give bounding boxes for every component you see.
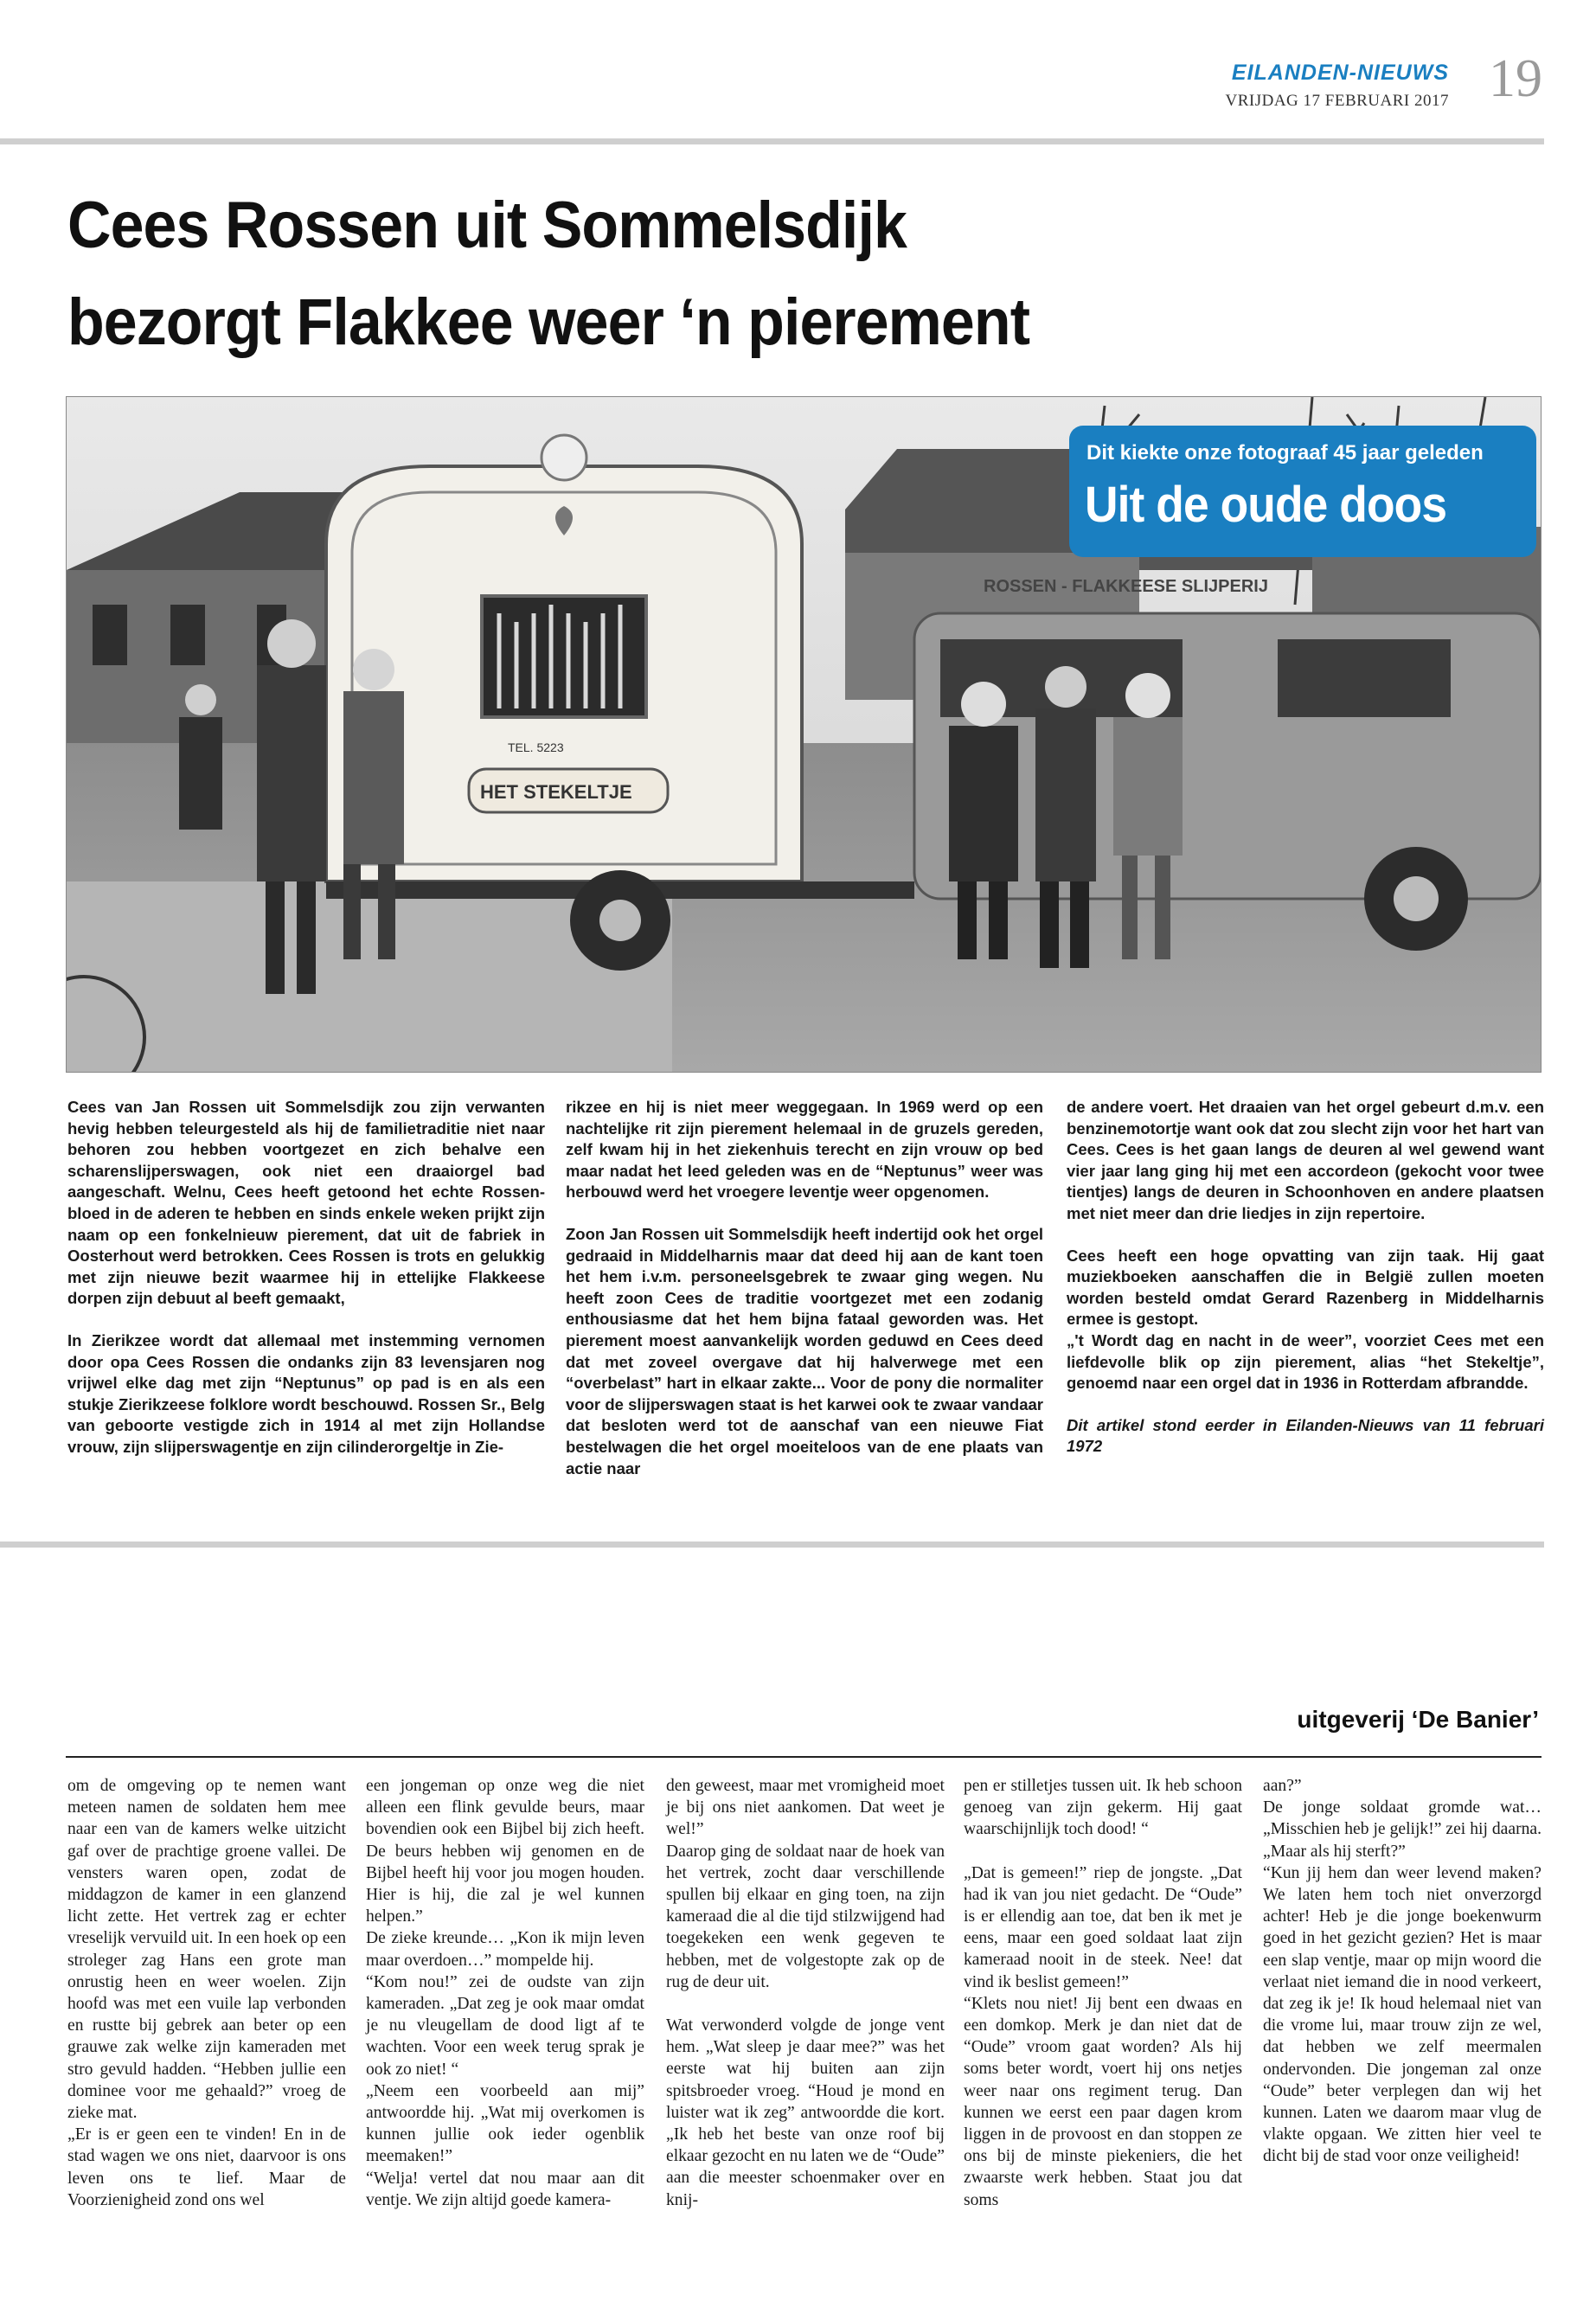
serial-paragraph: om de omgeving op te nemen want meteen namen de soldaten hem mee naar een van de kamers welke uitzicht gaf over de prachtige groene vallei. De vensters waren open, zodat de middagzon de kamer in een glanzend licht zette. Het vertrek zag er echter vreselijk vervuild uit. In een hoek op een stroleger zag Hans een grote man onrustig heen en weer woelen. Zijn hoofd was met een vuile lap verbonden en rustte bij gebrek aan beter op een grauwe zak welke zijn kameraden met stro gevuld hadden. “Hebben jullie een dominee voor me gehaald?” vroeg de zieke mat. „Er is er geen een te vinden! En in de stad wagen we ons niet, daarvoor is ons leven ons te lief. Maar de Voorzienigheid zond ons wel (67, 1777, 346, 2209)
issue-date: VRIJDAG 17 FEBRUARI 2017 (1225, 92, 1449, 110)
headline-line-2: bezorgt Flakkee weer ‘n pierement (67, 285, 1030, 359)
headline (67, 177, 1261, 371)
serial-column-5 (1263, 1775, 1542, 2189)
article-credit: Dit artikel stond eerder in Eilanden-Nieuws van 11 februari 1972 (1067, 1415, 1544, 1456)
article-body (67, 1097, 1544, 1477)
article-paragraph: Cees van Jan Rossen uit Sommelsdijk zou zijn verwanten hevig hebben teleurgesteld als hij de familietraditie niet naar behoren zou hebben voortgezet en zich behalve een scharenslijperswagen, ook niet een draaiorgel bad aangeschaft. Welnu, Cees heeft getoond het echte Rossen-bloed in de aderen te hebben en sinds enkele weken prijkt zijn naam op een fonkelnieuw pierement, dat uit de fabriek in Oosterhout werd betrokken. Cees Rossen is trots en gelukkig met zijn nieuwe bezit waarmee hij in ettelijke Flakkeese dorpen zijn debuut al beeft gemaakt, (67, 1098, 545, 1308)
badge-title: Uit de oude doos (1085, 477, 1447, 533)
article-column-2 (566, 1097, 1043, 1500)
serial-paragraph: den geweest, maar met vromigheid moet je bij ons niet aankomen. Dat weet je wel!” Daarop ging de soldaat naar de hoek van het vertrek, zocht daar verschillende spullen bij elkaar en ging toen, na zijn kameraad die al die tijd stilzwijgend had toegekeken een wenk gegeven te hebben, met de volgestopte zak op de rug de deur uit. (666, 1777, 945, 1991)
van-window-rear (1278, 639, 1451, 717)
headline-line-1: Cees Rossen uit Sommelsdijk (67, 189, 907, 262)
serial-paragraph: een jongeman op onze weg die niet alleen een flink gevulde beurs, maar bovendien ook een Bijbel bij zich heeft. De beurs hebben wij genomen en de Bijbel heeft hij voor jou mogen houden. Hier is hij, die zal je wel kunnen helpen.” De zieke kreunde… „Kon ik mijn leven maar overdoen…” mompelde hij. “Kom nou!” zei de oudste van zijn kameraden. „Dat zeg je ook maar omdat je nu vleugellam de dood ligt af te wachten. Voor een week terug sprak je ook zo niet! “ „Neem een voorbeeld aan mij” antwoordde hij. „Wat mij overkomen is kunnen jullie ook ieder ogenblik meemaken!” “Welja! vertel dat nou maar aan dit ventje. We zijn altijd goede kamera- (366, 1777, 644, 2209)
feature-badge (1069, 426, 1536, 557)
section-divider (0, 1541, 1544, 1548)
organ-phone: TEL. 5223 (508, 740, 564, 754)
article-paragraph: de andere voert. Het draaien van het orgel gebeurt d.m.v. een benzinemotortje want ook dat zou slecht zijn voor het hart van Cees. Cees is het gaan langs de deuren al wel gewend want vier jaar lang ging hij met een accordeon (gekocht voor twee tientjes) langs de deuren in Schoonhoven en andere plaatsen met niet meer dan drie liedjes in zijn repertoire. (1067, 1098, 1544, 1222)
top-divider (0, 138, 1544, 144)
van-sign: ROSSEN - FLAKKEESE SLIJPERIJ (984, 577, 1268, 596)
serial-column-2 (366, 1775, 644, 2233)
article-paragraph: Cees heeft een hoge opvatting van zijn taak. Hij gaat muziekboeken aanschaffen die in België zullen moeten worden besteld omdat Gerard Razenberg in Middelharnis ermee is gestopt. „'t Wordt dag en nacht in de weer”, voorziet Cees met een liefdevolle blik op zijn pierement, alias “het Stekeltje”, genoemd naar een orgel dat in 1936 in Rotterdam afbrandde. (1067, 1246, 1544, 1393)
van-hubcap (1394, 876, 1439, 921)
serial-paragraph: pen er stilletjes tussen uit. Ik heb schoon genoeg van zijn gekerm. Hij gaat waarschijnlijk toch dood! “ (964, 1777, 1242, 1839)
serial-paragraph: aan?” De jonge soldaat gromde wat… „Misschien heb je gelijk!” zei hij daarna. „Maar als hij sterft?” “Kun jij hem dan weer levend maken? We laten hem toch niet onverzorgd achter! Heb je die jonge boekenwurm goed in het gezicht gezien? Het is maar een slap ventje, maar op mijn woord die verlaat niet iemand die in nood verkeert, dat zeg ik je! Ik houd helemaal niet van die vrome lui, maar trouw zijn ze wel, dat hebben we zelf meermalen ondervonden. Die jongeman zal onze “Oude” beter verplegen dan wij het kunnen. Laten we daarom maar vlug de vlakte opgaan. We zitten hier veel te dicht bij de stad voor onze veiligheid! (1263, 1777, 1542, 2166)
organ-name-sign: HET STEKELTJE (480, 781, 632, 803)
article-column-3 (1067, 1097, 1544, 1478)
article-paragraph: In Zierikzee wordt dat allemaal met instemming vernomen door opa Cees Rossen die ondanks zijn 83 levensjaren nog vrijwel elke dag met zijn “Neptunus” op pad is en als een stukje Zierikzeese folklore wordt beschouwd. Rossen Sr., Belg van geboorte vestigde zich in 1914 al met zijn Hollandse vrouw, zijn slijperswagentje en zijn cilinderorgeltje in Zie- (67, 1330, 545, 1456)
publisher-label: uitgeverij ‘De Banier’ (1297, 1706, 1539, 1733)
organ-hubcap (599, 900, 641, 941)
serial-paragraph: Wat verwonderd volgde de jonge vent hem. „Wat sleep je daar mee?” was het eerste wat hij buiten aan zijn spitsbroeder vroeg. “Houd je mond en luister wat ik zeg” antwoordde die kort. „Ik heb het beste van onze roof bij elkaar gezocht en nu laten we de “Oude” aan die meester schoenmaker over en knij- (666, 2016, 945, 2209)
serial-paragraph: „Dat is gemeen!” riep de jongste. „Dat had ik van jou niet gedacht. De “Oude” is er ellendig aan toe, dat ben ik met je eens, maar een goed soldaat laat zijn kameraad nooit in de steek. Nee! dat vind ik beslist gemeen!” “Klets nou niet! Jij bent een dwaas en een domkop. Merk je dan niet dat de “Oude” vroom gaat worden? Als hij soms beter wordt, voert hij ons netjes weer naar ons regiment terug. Dan kunnen we eerst een paar dagen krom liggen in de provoost en dan stoppen ze ons bij de minste piekeniers, die het zwaarste werk hebben. Staat jou dat soms (964, 1863, 1242, 2209)
newspaper-brand: EILANDEN-NIEUWS (1231, 61, 1449, 85)
serial-story (67, 1775, 1540, 2259)
serial-column-4 (964, 1775, 1242, 2233)
page-number: 19 (1489, 49, 1542, 108)
publisher-rule (66, 1756, 1542, 1758)
article-paragraph: Zoon Jan Rossen uit Sommelsdijk heeft indertijd ook het orgel gedraaid in Middelharnis maar dat deed hij aan de kant toen het hem i.v.m. personeelsgebrek te zwaar ging wegen. Nu heeft zoon Cees de traditie voortgezet met een zodanig enthousiasme dat het hem bijna fataal geworden was. Het pierement moest aanvankelijk worden geduwd en Cees deed dat met zoveel overgave dat hij halverwege met een “overbelast” hart in elkaar zakte... Voor de pony die normaliter voor de slijperswagen staat is het karwei ook te zwaar vandaar dat besloten werd tot de aanschaf van een nieuwe Fiat bestelwagen die het orgel moeiteloos van de ene plaats van actie naar (566, 1224, 1043, 1477)
article-paragraph: rikzee en hij is niet meer weggegaan. In 1969 werd op een nachtelijke rit zijn pierement helemaal in de gruzels gereden, zelf kwam hij in het ziekenhuis terecht en zijn vrouw op bed maar nadat het leed geleden was en de “Neptunus” weer was herbouwd werd het vroegere leventje weer opgenomen. (566, 1098, 1043, 1202)
badge-kicker: Dit kiekte onze fotograaf 45 jaar geleden (1086, 441, 1484, 465)
article-column-1 (67, 1097, 545, 1479)
masthead (0, 49, 1596, 149)
serial-column-3 (666, 1775, 945, 2233)
serial-column-1 (67, 1775, 346, 2233)
